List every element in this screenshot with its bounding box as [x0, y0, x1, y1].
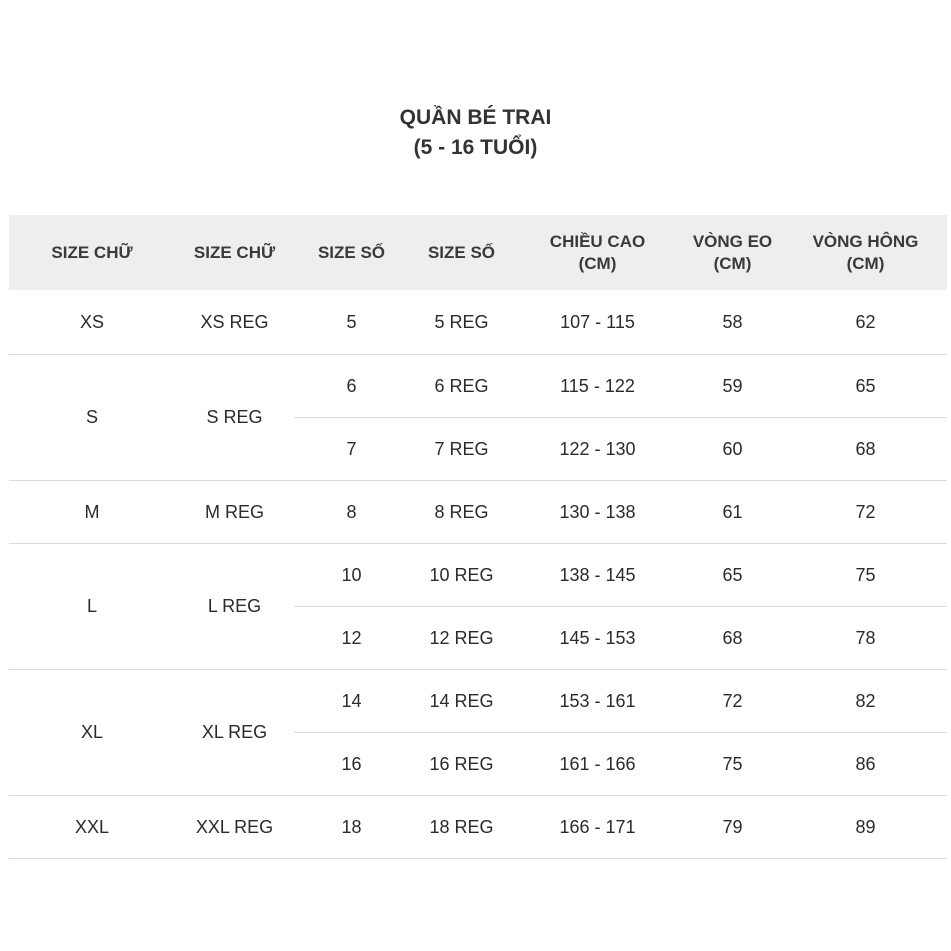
page-title — [0, 103, 951, 163]
size-letter-cell: XL — [9, 670, 175, 796]
table-body — [9, 290, 947, 859]
table-row — [9, 796, 947, 859]
hip-cell: 82 — [784, 670, 947, 733]
size-number-cell: 8 — [294, 481, 409, 544]
size-number-reg-cell: 12 REG — [409, 607, 514, 670]
height-cell: 153 - 161 — [514, 670, 681, 733]
size-number-cell: 6 — [294, 355, 409, 418]
size-number-reg-cell: 7 REG — [409, 418, 514, 481]
height-cell: 166 - 171 — [514, 796, 681, 859]
waist-cell: 72 — [681, 670, 784, 733]
size-number-reg-cell: 14 REG — [409, 670, 514, 733]
hip-cell: 78 — [784, 607, 947, 670]
header-size-letter-reg: SIZE CHỮ — [175, 215, 294, 290]
table-row — [9, 481, 947, 544]
waist-cell: 65 — [681, 544, 784, 607]
size-number-reg-cell: 6 REG — [409, 355, 514, 418]
size-letter-reg-cell: XL REG — [175, 670, 294, 796]
table-row — [9, 355, 947, 418]
size-letter-cell: XXL — [9, 796, 175, 859]
waist-cell: 59 — [681, 355, 784, 418]
size-letter-cell: XS — [9, 290, 175, 355]
title-line-2: (5 - 16 TUỔI) — [413, 136, 538, 159]
table-row — [9, 290, 947, 355]
size-letter-cell: L — [9, 544, 175, 670]
size-number-reg-cell: 10 REG — [409, 544, 514, 607]
size-letter-reg-cell: S REG — [175, 355, 294, 481]
header-height: CHIỀU CAO (CM) — [514, 215, 681, 290]
size-letter-reg-cell: M REG — [175, 481, 294, 544]
hip-cell: 68 — [784, 418, 947, 481]
size-number-reg-cell: 8 REG — [409, 481, 514, 544]
header-waist: VÒNG EO (CM) — [681, 215, 784, 290]
height-cell: 122 - 130 — [514, 418, 681, 481]
title-line-1: QUẦN BÉ TRAI — [399, 106, 552, 129]
table-row — [9, 544, 947, 607]
height-cell: 145 - 153 — [514, 607, 681, 670]
size-number-cell: 18 — [294, 796, 409, 859]
hip-cell: 75 — [784, 544, 947, 607]
size-number-cell: 7 — [294, 418, 409, 481]
size-letter-reg-cell: XXL REG — [175, 796, 294, 859]
hip-cell: 72 — [784, 481, 947, 544]
size-number-cell: 16 — [294, 733, 409, 796]
height-cell: 161 - 166 — [514, 733, 681, 796]
hip-cell: 65 — [784, 355, 947, 418]
size-number-cell: 12 — [294, 607, 409, 670]
height-cell: 138 - 145 — [514, 544, 681, 607]
waist-cell: 79 — [681, 796, 784, 859]
waist-cell: 58 — [681, 290, 784, 355]
size-letter-reg-cell: L REG — [175, 544, 294, 670]
table-row — [9, 670, 947, 733]
size-number-cell: 14 — [294, 670, 409, 733]
size-number-cell: 10 — [294, 544, 409, 607]
size-table — [9, 215, 947, 859]
hip-cell: 62 — [784, 290, 947, 355]
size-letter-cell: M — [9, 481, 175, 544]
table-header-row — [9, 215, 947, 290]
waist-cell: 68 — [681, 607, 784, 670]
hip-cell: 89 — [784, 796, 947, 859]
size-number-reg-cell: 16 REG — [409, 733, 514, 796]
header-size-number-reg: SIZE SỐ — [409, 215, 514, 290]
waist-cell: 61 — [681, 481, 784, 544]
height-cell: 107 - 115 — [514, 290, 681, 355]
waist-cell: 75 — [681, 733, 784, 796]
size-letter-reg-cell: XS REG — [175, 290, 294, 355]
header-hip: VÒNG HÔNG (CM) — [784, 215, 947, 290]
size-number-reg-cell: 18 REG — [409, 796, 514, 859]
header-size-letter: SIZE CHỮ — [9, 215, 175, 290]
size-letter-cell: S — [9, 355, 175, 481]
height-cell: 130 - 138 — [514, 481, 681, 544]
height-cell: 115 - 122 — [514, 355, 681, 418]
header-size-number: SIZE SỐ — [294, 215, 409, 290]
hip-cell: 86 — [784, 733, 947, 796]
waist-cell: 60 — [681, 418, 784, 481]
size-number-reg-cell: 5 REG — [409, 290, 514, 355]
size-number-cell: 5 — [294, 290, 409, 355]
